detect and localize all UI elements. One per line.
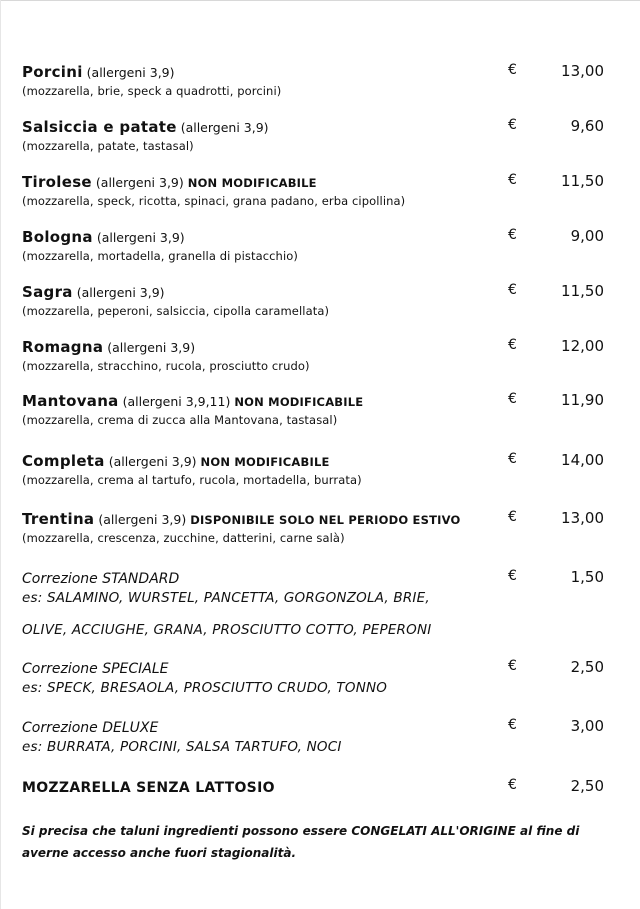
correction-price: 2,50 [570,658,604,676]
menu-item-salsiccia-e-patate [22,117,618,153]
item-price: 9,60 [570,117,604,135]
menu-item-trentina [22,509,618,545]
item-ingredients: (mozzarella, crema di zucca alla Mantovana, tastasal) [22,413,338,427]
correction-speciale [22,658,618,696]
item-price: 14,00 [561,451,604,469]
item-name: Sagra [22,283,73,301]
item-ingredients: (mozzarella, speck, ricotta, spinaci, grana padano, erba cipollina) [22,194,406,208]
item-name: Tirolese [22,173,92,191]
correction-price: 1,50 [570,568,604,586]
currency-symbol: € [508,62,517,78]
item-name: Trentina [22,510,95,528]
footnote-line-2: averne accesso anche fuori stagionalità. [22,846,297,860]
menu-item-mantovana [22,391,618,427]
currency-symbol: € [508,451,517,467]
currency-symbol: € [508,777,517,793]
item-note: NON MODIFICABILE [234,395,364,409]
item-ingredients: (mozzarella, stracchino, rucola, prosciutto crudo) [22,359,310,373]
correction-standard [22,568,618,638]
item-name: Mantovana [22,392,119,410]
item-price: 9,00 [570,227,604,245]
currency-symbol: € [508,568,517,584]
item-name: Salsiccia e patate [22,118,177,136]
menu-item-romagna [22,337,618,373]
currency-symbol: € [508,509,517,525]
menu-item-bologna [22,227,618,263]
item-allergens: (allergeni 3,9) [107,340,196,355]
currency-symbol: € [508,717,517,733]
currency-symbol: € [508,227,517,243]
menu-item-sagra [22,282,618,318]
correction-price: 3,00 [570,717,604,735]
currency-symbol: € [508,172,517,188]
item-price: 11,90 [561,391,604,409]
item-allergens: (allergeni 3,9) [98,512,187,527]
item-price: 11,50 [561,172,604,190]
correction-name: Correzione DELUXE [22,720,159,736]
item-price: 11,50 [561,282,604,300]
currency-symbol: € [508,337,517,353]
item-ingredients: (mozzarella, patate, tastasal) [22,139,194,153]
correction-name: Correzione STANDARD [22,571,180,587]
item-note: DISPONIBILE SOLO NEL PERIODO ESTIVO [190,513,461,527]
footnote-line-1: Si precisa che taluni ingredienti possono essere CONGELATI ALL'ORIGINE al fine di [22,824,580,838]
correction-examples: es: SPECK, BRESAOLA, PROSCIUTTO CRUDO, TONNO [22,680,388,696]
item-ingredients: (mozzarella, peperoni, salsiccia, cipolla caramellata) [22,304,330,318]
item-ingredients: (mozzarella, brie, speck a quadrotti, porcini) [22,84,282,98]
currency-symbol: € [508,391,517,407]
item-note: NON MODIFICABILE [200,455,330,469]
menu-item-tirolese [22,172,618,208]
currency-symbol: € [508,117,517,133]
correction-deluxe [22,717,618,755]
item-price: 12,00 [561,337,604,355]
left-divider [0,0,1,909]
item-ingredients: (mozzarella, mortadella, granella di pistacchio) [22,249,298,263]
correction-examples: es: SALAMINO, WURSTEL, PANCETTA, GORGONZOLA, BRIE, [22,590,430,606]
item-allergens: (allergeni 3,9) [95,175,184,190]
menu-item-porcini [22,62,618,98]
item-name: Completa [22,452,105,470]
lactose-free-price: 2,50 [570,777,604,795]
frozen-ingredients-footnote [22,820,628,864]
item-name: Porcini [22,63,83,81]
item-allergens: (allergeni 3,9) [180,120,269,135]
item-name: Romagna [22,338,104,356]
item-price: 13,00 [561,509,604,527]
menu-item-completa [22,451,618,487]
currency-symbol: € [508,658,517,674]
item-price: 13,00 [561,62,604,80]
correction-name: Correzione SPECIALE [22,661,169,677]
item-ingredients: (mozzarella, crema al tartufo, rucola, mortadella, burrata) [22,473,362,487]
item-allergens: (allergeni 3,9) [96,230,185,245]
item-name: Bologna [22,228,93,246]
item-allergens: (allergeni 3,9) [76,285,165,300]
item-allergens: (allergeni 3,9) [86,65,175,80]
correction-examples: es: BURRATA, PORCINI, SALSA TARTUFO, NOCI [22,739,342,755]
lactose-free-mozzarella [22,777,618,799]
item-allergens: (allergeni 3,9,11) [122,394,231,409]
top-divider [0,0,640,1]
lactose-free-name: MOZZARELLA SENZA LATTOSIO [22,780,275,796]
item-allergens: (allergeni 3,9) [108,454,197,469]
item-ingredients: (mozzarella, crescenza, zucchine, datterini, carne salà) [22,531,345,545]
currency-symbol: € [508,282,517,298]
item-note: NON MODIFICABILE [187,176,317,190]
correction-examples-continued: OLIVE, ACCIUGHE, GRANA, PROSCIUTTO COTTO, PEPERONI [22,622,432,638]
